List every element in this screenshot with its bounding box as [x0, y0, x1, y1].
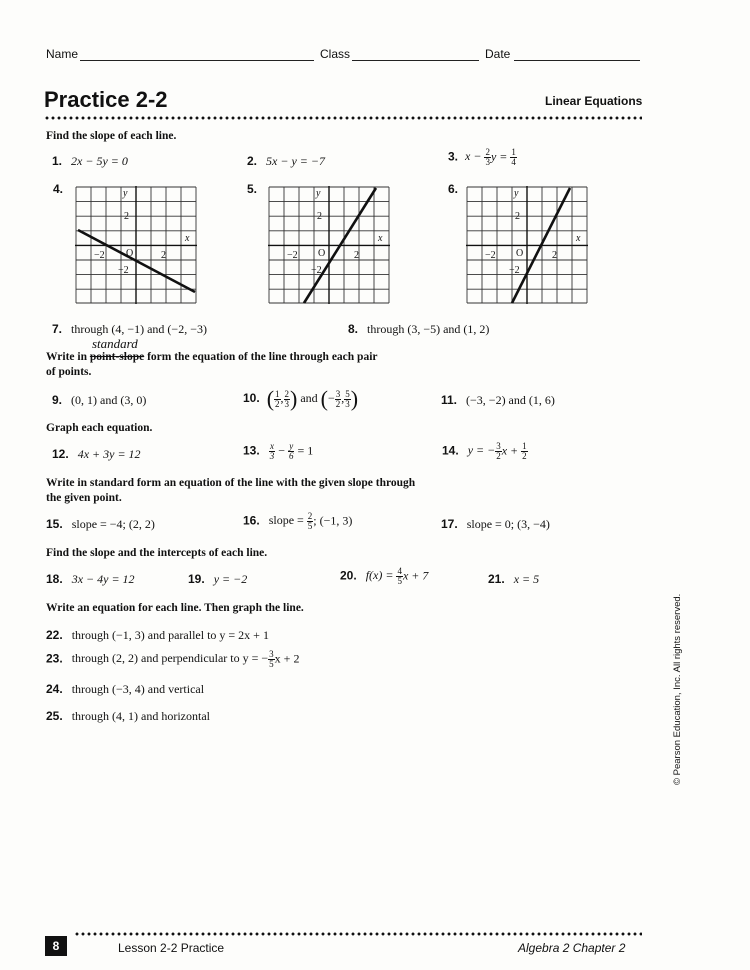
fraction: $\frac{2}{3}$	[485, 147, 490, 167]
problem-text: 4x + 3y = 12	[77, 447, 141, 461]
origin-label: O	[318, 248, 326, 259]
problem-text: y = −2	[213, 572, 248, 586]
problem-21	[488, 572, 539, 587]
fraction: $\frac{3}{2}$	[496, 441, 501, 461]
axis-label-x: x	[185, 233, 190, 244]
problem-text: 3x − 4y = 12	[71, 572, 135, 586]
handwritten-correction: standard	[92, 336, 138, 351]
problem-text: x = 5	[513, 572, 540, 586]
problem-25	[46, 709, 210, 724]
tick-label: −2	[94, 250, 105, 261]
fraction: $\frac{y}{6}$	[288, 441, 294, 461]
struck-text: point-slope	[89, 351, 145, 363]
origin-label: O	[516, 248, 524, 259]
problem-number: 25.	[46, 709, 63, 723]
date-label: Date	[485, 47, 511, 61]
problem-23	[46, 650, 299, 669]
problem-text: ; (−1, 3)	[313, 513, 353, 528]
page-number: 8	[45, 936, 67, 956]
axis-label-y: y	[316, 188, 321, 199]
problem-text: slope =	[268, 513, 307, 528]
problem-number: 4.	[53, 182, 64, 196]
problem-number: 3.	[448, 149, 459, 164]
fraction: $\frac{2}{5}$	[307, 511, 313, 531]
problem-7	[52, 322, 207, 337]
problem-text: 5x − y = −7	[266, 154, 325, 168]
problem-text: x + 2	[274, 651, 300, 666]
problem-text: through (3, −5) and (1, 2)	[367, 322, 490, 336]
problem-number: 11.	[441, 393, 458, 407]
problem-number: 17.	[441, 517, 458, 531]
problem-number: 23.	[46, 651, 63, 666]
problem-number: 15.	[46, 517, 63, 531]
problem-number: 12.	[52, 447, 69, 461]
problem-text: slope = −4; (2, 2)	[71, 517, 155, 531]
problem-text: x + 7	[402, 568, 429, 583]
problem-12	[52, 447, 141, 462]
problem-number: 18.	[46, 572, 63, 586]
footer-divider	[74, 932, 642, 936]
axis-label-y: y	[123, 188, 128, 199]
problem-number: 5.	[247, 182, 258, 196]
problem-number: 9.	[52, 393, 63, 407]
tick-label: 2	[317, 211, 322, 222]
name-field-line[interactable]	[80, 60, 314, 61]
axis-label-y: y	[514, 188, 519, 199]
problem-17	[441, 517, 550, 532]
problem-text: x +	[501, 443, 522, 458]
problem-text: through (4, −1) and (−2, −3)	[71, 322, 207, 336]
problem-9	[52, 393, 146, 408]
problem-number: 1.	[52, 154, 63, 168]
problem-number: 14.	[442, 443, 459, 458]
class-field-line[interactable]	[352, 60, 479, 61]
problem-1	[52, 154, 128, 169]
problem-text: x −	[465, 149, 485, 164]
problem-text: through (4, 1) and horizontal	[71, 709, 210, 723]
problem-number: 7.	[52, 322, 63, 336]
header-divider	[44, 116, 642, 120]
problem-number: 20.	[340, 568, 357, 583]
section-heading: of points.	[46, 366, 92, 378]
footer-lesson: Lesson 2-2 Practice	[118, 941, 225, 955]
tick-label: 2	[354, 250, 359, 261]
date-field-line[interactable]	[514, 60, 640, 61]
name-label: Name	[46, 47, 79, 61]
section-heading: the given point.	[46, 492, 122, 504]
footer-book: Algebra 2 Chapter 2	[518, 941, 626, 955]
problem-text: through (2, 2) and perpendicular to y = −	[71, 651, 269, 666]
problem-number: 19.	[188, 572, 205, 586]
problem-text: and	[300, 390, 318, 405]
problem-text: through (−3, 4) and vertical	[71, 682, 205, 696]
fraction: $\frac{4}{5}$	[397, 566, 402, 586]
tick-label: 2	[124, 211, 129, 222]
coordinate-graph-4	[75, 186, 197, 304]
problem-11	[441, 393, 555, 408]
coordinate-graph-5	[268, 186, 390, 304]
fraction: $\frac{1}{4}$	[511, 147, 516, 167]
section-heading: Write an equation for each line. Then graph the line.	[46, 602, 304, 614]
problem-22	[46, 628, 269, 643]
problem-text: f(x) =	[365, 568, 397, 583]
page-title: Practice 2-2	[44, 87, 168, 112]
problem-text: = 1	[294, 443, 314, 458]
tick-label: 2	[161, 250, 166, 261]
fraction: $\frac{1}{2}$	[275, 388, 280, 409]
problem-24	[46, 682, 204, 697]
problem-number: 2.	[247, 154, 258, 168]
coordinate-graph-6	[466, 186, 588, 304]
problem-text: (0, 1) and (3, 0)	[71, 393, 147, 407]
problem-10: 10. ( $\frac{1}{2}$ , $\frac{2}{3}$ ) and (− $\frac{3}{2}$ , $\frac{5}{3}$ )	[243, 386, 359, 411]
problem-13: 13. $\frac{x}{3}$ − $\frac{y}{6}$ = 1	[243, 441, 314, 461]
section-heading: Graph each equation.	[46, 422, 153, 434]
problem-number: 8.	[348, 322, 359, 336]
problem-3	[448, 148, 517, 167]
tick-label: 2	[515, 211, 520, 222]
page-subtitle: Linear Equations	[545, 94, 643, 108]
fraction: $\frac{x}{3}$	[269, 441, 275, 461]
tick-label: −2	[311, 265, 322, 276]
origin-label: O	[126, 248, 134, 259]
problem-number: 13.	[243, 443, 260, 458]
problem-text: y = −	[467, 443, 496, 458]
axis-label-x: x	[576, 233, 581, 244]
fraction: $\frac{5}{3}$	[345, 388, 350, 409]
problem-18	[46, 572, 135, 587]
problem-number: 16.	[243, 513, 260, 528]
problem-text: 2x − 5y = 0	[71, 154, 128, 168]
problem-text: y =	[490, 149, 511, 164]
section-heading: Find the slope of each line.	[46, 130, 177, 142]
problem-14	[442, 442, 528, 461]
copyright-notice: © Pearson Education, Inc. All rights reserved.	[672, 593, 683, 785]
tick-label: 2	[552, 250, 557, 261]
problem-8	[348, 322, 489, 337]
section-heading: Write in point-slope form the equation of the line through each pair	[46, 351, 378, 363]
tick-label: −2	[485, 250, 496, 261]
problem-16	[243, 512, 352, 531]
problem-20	[340, 567, 428, 586]
problem-text: (−3, −2) and (1, 6)	[466, 393, 555, 407]
fraction: $\frac{2}{3}$	[284, 388, 290, 409]
problem-number: 24.	[46, 682, 63, 696]
problem-15	[46, 517, 155, 532]
problem-number: 21.	[488, 572, 505, 586]
axis-label-x: x	[378, 233, 383, 244]
problem-text: slope = 0; (3, −4)	[466, 517, 550, 531]
tick-label: −2	[118, 265, 129, 276]
class-label: Class	[320, 47, 351, 61]
problem-number: 10.	[243, 390, 260, 405]
tick-label: −2	[287, 250, 298, 261]
problem-number: 22.	[46, 628, 63, 642]
section-heading: Write in standard form an equation of the line with the given slope through	[46, 477, 416, 489]
problem-number: 6.	[448, 182, 459, 196]
section-heading: Find the slope and the intercepts of each line.	[46, 547, 268, 559]
fraction: $\frac{3}{5}$	[269, 649, 274, 669]
problem-19	[188, 572, 247, 587]
fraction: $\frac{1}{2}$	[522, 441, 527, 461]
fraction: $\frac{3}{2}$	[335, 388, 341, 409]
problem-text: through (−1, 3) and parallel to y = 2x + 1	[71, 628, 269, 642]
problem-2	[247, 154, 325, 169]
tick-label: −2	[509, 265, 520, 276]
